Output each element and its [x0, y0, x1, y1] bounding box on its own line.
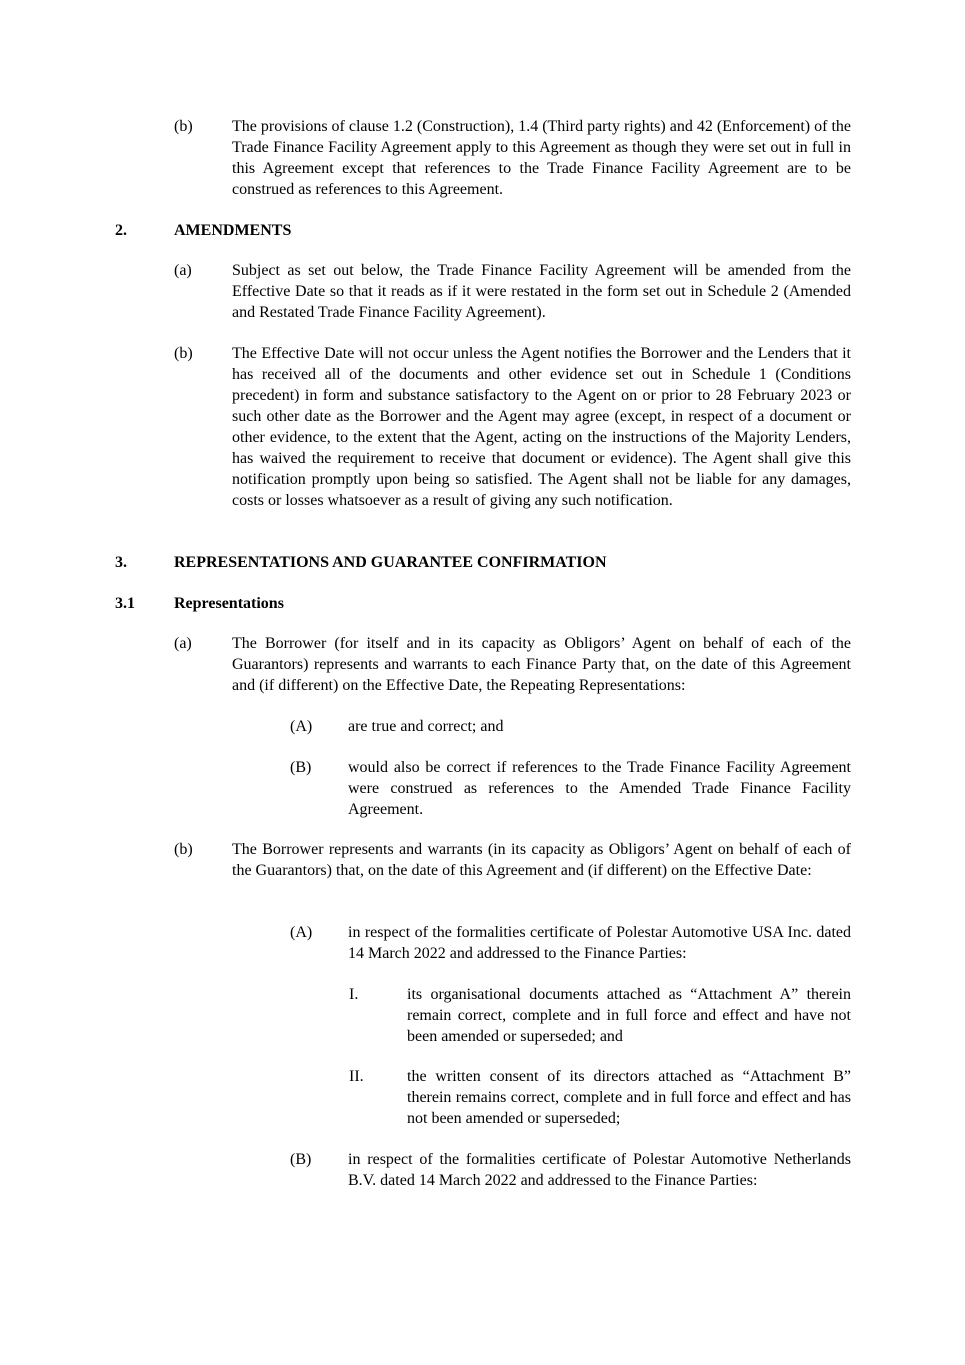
item-text: are true and correct; and	[348, 718, 504, 735]
section-title: REPRESENTATIONS AND GUARANTEE CONFIRMATION	[174, 554, 607, 571]
item-text: would also be correct if references to the Trade Finance Facility Agreement were construed as references to the Amended Trade Finance Facility Agreement.	[348, 759, 851, 818]
item-number: (B)	[290, 1151, 312, 1168]
para-number: (b)	[174, 118, 193, 135]
para-text: The Effective Date will not occur unless the Agent notifies the Borrower and the Lenders that it has received all of the documents and other evidence set out in Schedule 1 (Conditions precedent) in form and substance satisfactory to the Agent on or prior to 28 February 2023 or such other date as the Borrower and the Agent may agree (except, in respect of a document or other evidence, to the extent that the Agent, acting on the instructions of the Majority Lenders, has waived the requirement to receive that document or evidence). The Agent shall give this notification promptly upon being so satisfied. The Agent shall not be liable for any damages, costs or losses whatsoever as a result of giving any such notification.	[232, 345, 851, 509]
section-number: 2.	[115, 222, 127, 239]
para-number: (b)	[174, 841, 193, 858]
section-title: AMENDMENTS	[174, 222, 292, 239]
subitem-text: the written consent of its directors attached as “Attachment B” therein remains correct, complete and in full force and effect and has not been amended or superseded;	[407, 1068, 851, 1127]
para-text: The provisions of clause 1.2 (Construction), 1.4 (Third party rights) and 42 (Enforcement) of the Trade Finance Facility Agreement apply to this Agreement as though they were set out in full in this Agreement except that references to the Trade Finance Facility Agreement are to be construed as references to this Agreement.	[232, 118, 851, 198]
para-number: (a)	[174, 262, 192, 279]
para-text: The Borrower represents and warrants (in its capacity as Obligors’ Agent on behalf of each of the Guarantors) that, on the date of this Agreement and (if different) on the Effective Date:	[232, 841, 851, 879]
item-number: (B)	[290, 759, 312, 776]
item-number: (A)	[290, 718, 313, 735]
item-text: in respect of the formalities certificate of Polestar Automotive USA Inc. dated 14 March 2022 and addressed to the Finance Parties:	[348, 924, 851, 962]
item-text: in respect of the formalities certificate of Polestar Automotive Netherlands B.V. dated 14 March 2022 and addressed to the Finance Parties:	[348, 1151, 851, 1189]
para-text: The Borrower (for itself and in its capacity as Obligors’ Agent on behalf of each of the Guarantors) represents and warrants to each Finance Party that, on the date of this Agreement and (if different) on the Effective Date, the Repeating Representations:	[232, 635, 851, 694]
para-number: (a)	[174, 635, 192, 652]
subitem-number: I.	[349, 986, 359, 1003]
subsection-title: Representations	[174, 595, 284, 612]
para-text: Subject as set out below, the Trade Finance Facility Agreement will be amended from the Effective Date so that it reads as if it were restated in the form set out in Schedule 2 (Amended and Restated Trade Finance Facility Agreement).	[232, 262, 851, 321]
subsection-number: 3.1	[115, 595, 135, 612]
subitem-number: II.	[349, 1068, 364, 1085]
item-number: (A)	[290, 924, 313, 941]
subitem-text: its organisational documents attached as “Attachment A” therein remain correct, complete and in full force and effect and have not been amended or superseded; and	[407, 986, 851, 1045]
section-number: 3.	[115, 554, 127, 571]
para-number: (b)	[174, 345, 193, 362]
